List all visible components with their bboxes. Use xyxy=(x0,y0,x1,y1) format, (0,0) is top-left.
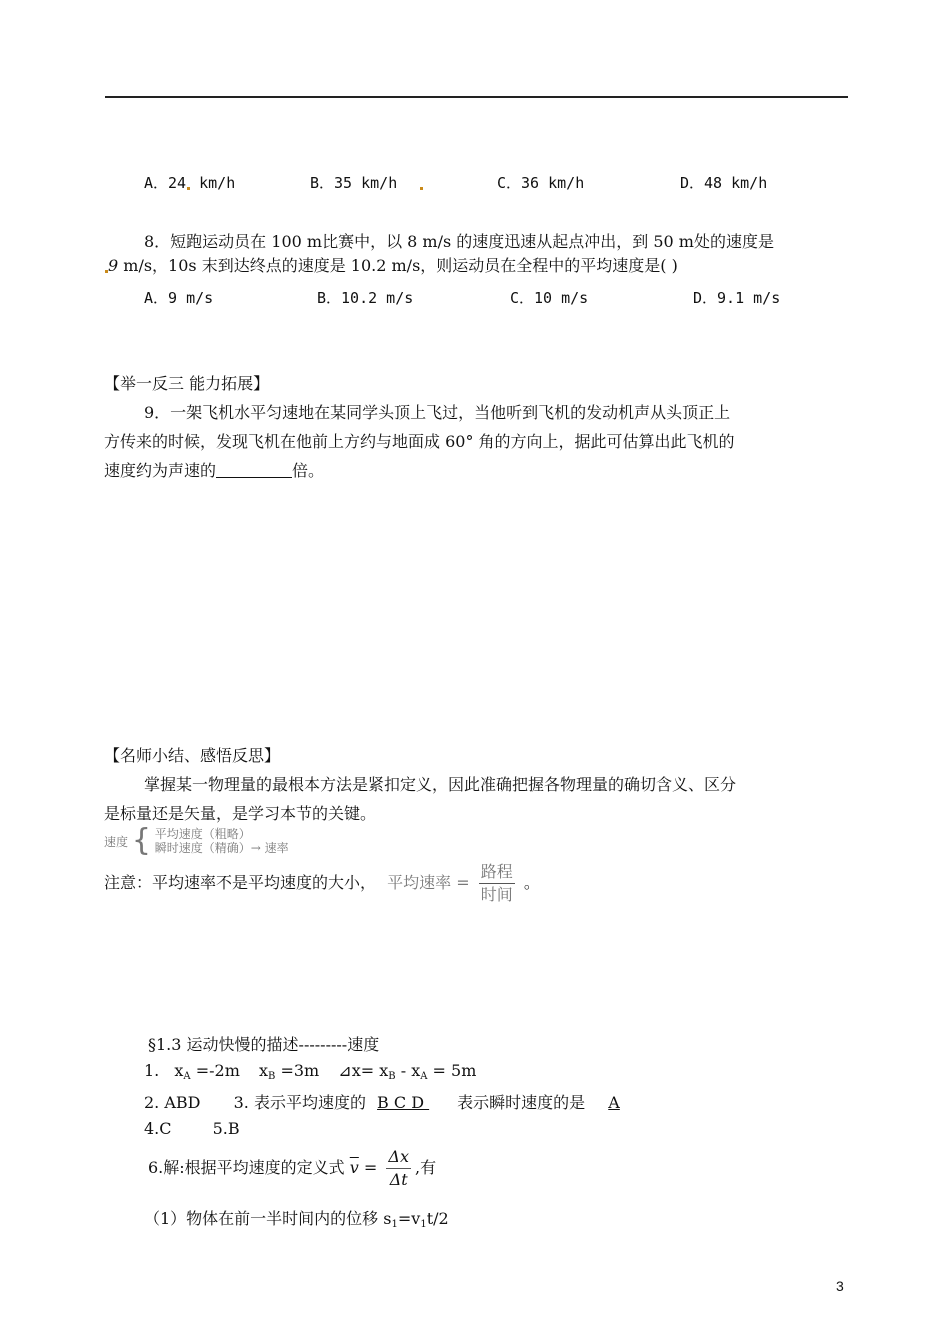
q9-line2: 方传来的时候，发现飞机在他前上方约与地面成 60° 角的方向上，据此可估算出此飞机的 xyxy=(104,432,735,451)
answer-6-line2 xyxy=(144,1206,449,1230)
answer-6-line2-text: （1）物体在前一半时间内的位移 s xyxy=(144,1209,392,1228)
note-pre: 注意：平均速率不是平均速度的大小， xyxy=(104,873,377,892)
dx-mid: - x xyxy=(395,1061,421,1080)
note-fraction xyxy=(479,861,515,906)
q8-line2-text: m/s，10s 末到达终点的速度是 10.2 m/s，则运动员在全程中的平均速度是( ) xyxy=(118,256,678,275)
speed-tree xyxy=(104,823,289,858)
note-numerator: 路程 xyxy=(479,861,515,884)
answer-6-mid: =v xyxy=(397,1209,421,1228)
q7-option-b xyxy=(310,172,423,193)
q7-option-a-text: A．24 xyxy=(144,174,187,192)
answer-6-v: $\overline{v}$ xyxy=(349,1158,359,1177)
dx-val: = 5m xyxy=(427,1061,477,1080)
q8-option-d: D．9.1 m/s xyxy=(693,289,781,307)
xa-sub: A xyxy=(183,1071,191,1082)
note-post: 。 xyxy=(523,873,540,892)
answer-6-end: t/2 xyxy=(426,1209,449,1228)
speed-tree-row2: 瞬时速度（精确）→ 速率 xyxy=(154,841,289,855)
answer-4: 4.C xyxy=(144,1119,172,1138)
xb-sub: B xyxy=(268,1071,276,1082)
answers-heading: §1.3 运动快慢的描述---------速度 xyxy=(148,1035,380,1054)
answer-6-pre: 6.解:根据平均速度的定义式 xyxy=(148,1158,345,1177)
answer-2: 2. ABD xyxy=(144,1093,201,1112)
mark-dot xyxy=(420,187,423,190)
summary-line2: 是标量还是矢量，是学习本节的关键。 xyxy=(104,804,377,823)
answer-6-sub2: 1 xyxy=(420,1219,427,1230)
summary-line1: 掌握某一物理量的最根本方法是紧扣定义，因此准确把握各物理量的确切含义、区分 xyxy=(144,775,737,794)
answer-3-pre: 3. 表示平均速度的 xyxy=(233,1093,366,1112)
q9-line3-post: 倍。 xyxy=(292,461,325,480)
answer-1 xyxy=(144,1061,476,1082)
xb-val: =3m xyxy=(275,1061,320,1080)
answer-1-num: 1. xyxy=(144,1061,160,1080)
answer-6 xyxy=(148,1143,436,1193)
q7-option-b-text: B．35 km/h xyxy=(310,174,398,192)
note-denominator: 时间 xyxy=(480,885,513,904)
speed-tree-row1: 平均速度（粗略） xyxy=(154,827,251,841)
q9-line3 xyxy=(104,458,324,481)
speed-tree-root: 速度 xyxy=(104,834,129,849)
mark-dot xyxy=(187,187,190,190)
q8-option-b: B．10.2 m/s xyxy=(317,289,414,307)
q9-line3-pre: 速度约为声速的 xyxy=(104,461,217,480)
answer-6-fraction xyxy=(386,1146,411,1191)
header-rule xyxy=(105,96,848,98)
answer-6-eq: = xyxy=(358,1158,378,1177)
page-number: 3 xyxy=(836,1278,844,1294)
answer-6-post: ,有 xyxy=(414,1158,437,1177)
q9-line1: 9．一架飞机水平匀速地在某同学头顶上飞过，当他听到飞机的发动机声从头顶正上 xyxy=(144,403,731,422)
answer-6-sub1: 1 xyxy=(391,1219,398,1230)
q8-line2 xyxy=(104,253,678,276)
section-heading-extend: 【举一反三 能力拓展】 xyxy=(104,374,270,393)
dx: ⊿x= x xyxy=(338,1061,389,1080)
q8-option-c: C．10 m/s xyxy=(510,289,589,307)
answer-blank[interactable] xyxy=(216,463,292,478)
q8-line1: 8．短跑运动员在 100 m比赛中，以 8 m/s 的速度迅速从起点冲出，到 50 m处的速度是 xyxy=(144,232,774,251)
answer-3-mid: 表示瞬时速度的是 xyxy=(457,1093,586,1112)
xb: x xyxy=(258,1061,268,1080)
xa: x xyxy=(174,1061,184,1080)
answer-2-3 xyxy=(144,1090,620,1113)
note-line xyxy=(104,858,540,908)
q7-option-c: C．36 km/h xyxy=(497,174,585,192)
answer-6-numerator: Δx xyxy=(386,1146,411,1169)
answer-3-average: B C D xyxy=(377,1093,430,1112)
section-heading-summary: 【名师小结、感悟反思】 xyxy=(104,746,281,765)
q7-option-a xyxy=(144,172,235,193)
q8-number: 9 xyxy=(108,256,119,275)
answer-3-instant: A xyxy=(608,1093,620,1112)
note-formula-lhs: 平均速率 = xyxy=(387,873,470,892)
dx-sub2: A xyxy=(420,1071,428,1082)
answer-4-5 xyxy=(144,1119,240,1138)
xa-val: =-2m xyxy=(190,1061,240,1080)
q7-option-d: D．48 km/h xyxy=(680,174,768,192)
brace-icon: { xyxy=(131,823,151,858)
answer-6-denominator: Δt xyxy=(389,1170,408,1189)
q8-option-a: A．9 m/s xyxy=(144,289,214,307)
q7-option-a-unit: km/h xyxy=(199,174,236,192)
answer-5: 5.B xyxy=(212,1119,240,1138)
dx-sub1: B xyxy=(388,1071,396,1082)
